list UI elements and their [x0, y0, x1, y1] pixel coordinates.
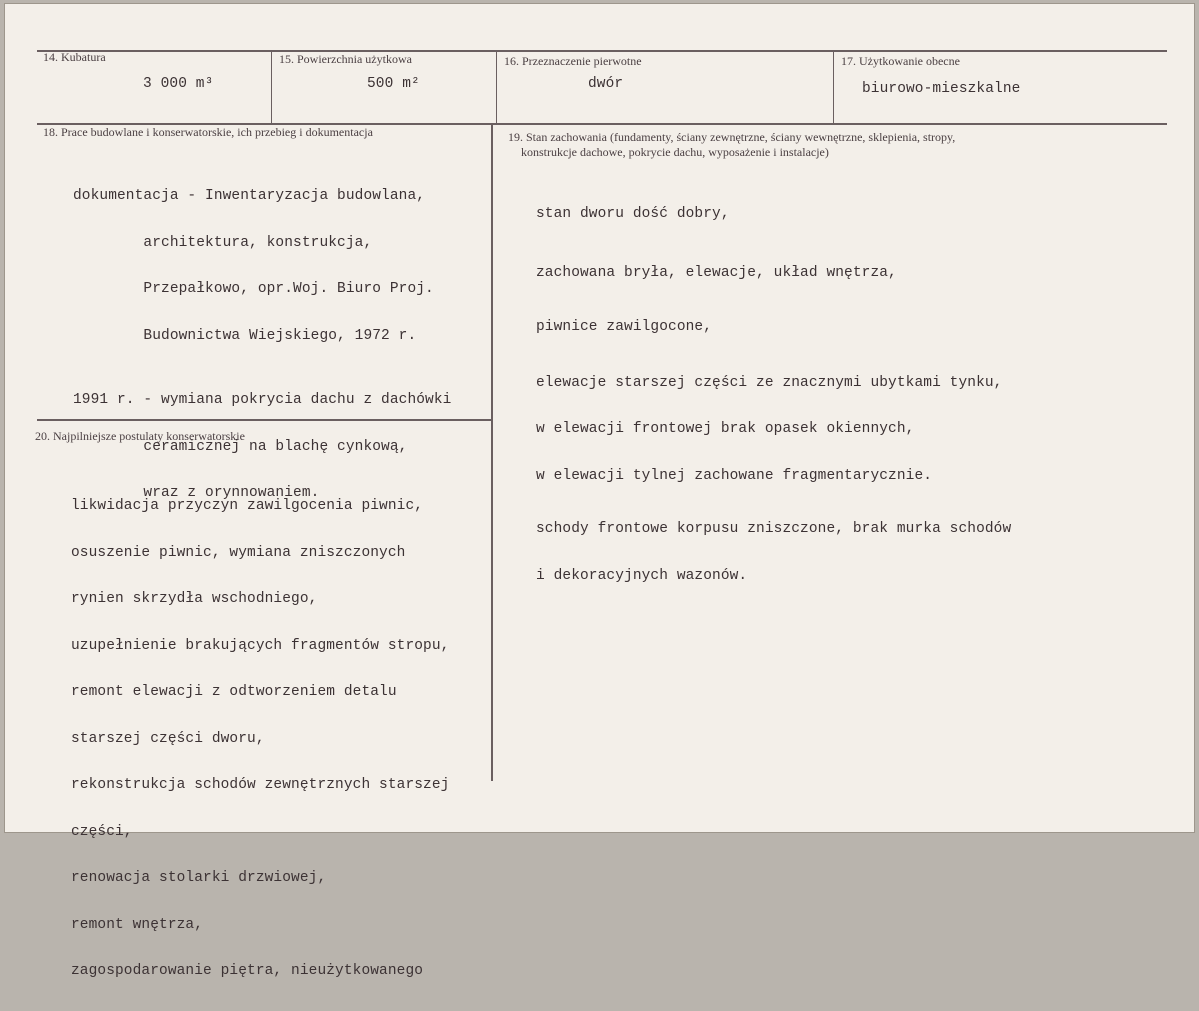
field-20-line: osuszenie piwnic, wymiana zniszczonych — [71, 544, 406, 561]
divider-14-15 — [271, 50, 272, 124]
field-20-text — [71, 468, 449, 1011]
field-20-line: uzupełnienie brakujących fragmentów stropu, — [71, 637, 450, 654]
field-14-value: 3 000 m³ — [143, 76, 214, 92]
field-19-line: i dekoracyjnych wazonów. — [536, 567, 748, 584]
field-19-line: zachowana bryła, elewacje, układ wnętrza, — [536, 264, 897, 281]
field-20-label: 20. Najpilniejsze postulaty konserwatorskie — [35, 429, 245, 443]
field-18-line: ceramicznej na blachę cynkową, — [73, 438, 408, 455]
field-19-line: stan dworu dość dobry, — [536, 206, 730, 222]
field-14-label: 14. Kubatura — [43, 50, 106, 64]
record-card — [4, 3, 1195, 979]
field-19-text — [536, 176, 1011, 615]
field-16-value: dwór — [588, 76, 624, 92]
field-19-label-line1: 19. Stan zachowania (fundamenty, ściany zewnętrzne, ściany wewnętrzne, sklepienia, stropy, — [508, 130, 956, 144]
field-15-value: 500 m² — [367, 76, 420, 92]
field-20-line: starszej części dworu, — [71, 730, 265, 747]
field-20-line: rynien skrzydła wschodniego, — [71, 591, 318, 607]
field-20-line: remont elewacji z odtworzeniem detalu — [71, 684, 397, 700]
field-19-line: piwnice zawilgocone, — [536, 319, 713, 335]
field-18-label: 18. Prace budowlane i konserwatorskie, ich przebieg i dokumentacja — [43, 125, 373, 139]
field-18-line: 1991 r. - wymiana pokrycia dachu z dachówki — [73, 392, 452, 408]
field-19-line: schody frontowe korpusu zniszczone, brak murka schodów — [536, 521, 1012, 537]
field-19-label-line2: konstrukcje dachowe, pokrycie dachu, wyposażenie i instalacje) — [521, 145, 829, 159]
field-19-line: elewacje starszej części ze znacznymi ubytkami tynku, — [536, 374, 1003, 391]
field-18-line: wraz z orynnowaniem. — [73, 485, 320, 501]
field-20-line: części, — [71, 823, 133, 840]
divider-15-16 — [496, 50, 497, 124]
field-16-label: 16. Przeznaczenie pierwotne — [504, 54, 642, 68]
field-20-line: renowacja stolarki drzwiowej, — [71, 870, 327, 886]
field-18-line: dokumentacja - Inwentaryzacja budowlana, — [73, 188, 426, 204]
field-20-line: likwidacja przyczyn zawilgocenia piwnic, — [71, 498, 424, 514]
divider-16-17 — [833, 50, 834, 124]
top-rule — [37, 50, 1167, 52]
field-15-label: 15. Powierzchnia użytkowa — [279, 52, 412, 66]
field-18-line: architektura, konstrukcja, — [73, 234, 373, 251]
field-19-line: w elewacji frontowej brak opasek okiennych, — [536, 421, 915, 437]
field-18-line: Budownictwa Wiejskiego, 1972 r. — [73, 327, 417, 344]
field-20-line: rekonstrukcja schodów zewnętrznych starszej — [71, 777, 450, 793]
divider-main — [491, 123, 493, 781]
field-17-label: 17. Użytkowanie obecne — [841, 54, 960, 68]
field-17-value: biurowo-mieszkalne — [862, 81, 1021, 97]
field-20-line: zagospodarowanie piętra, nieużytkowanego — [71, 963, 424, 979]
field-19-line: w elewacji tylnej zachowane fragmentarycznie. — [536, 467, 933, 484]
field-18-line: Przepałkowo, opr.Woj. Biuro Proj. — [73, 281, 434, 297]
field-20-line: remont wnętrza, — [71, 916, 204, 933]
